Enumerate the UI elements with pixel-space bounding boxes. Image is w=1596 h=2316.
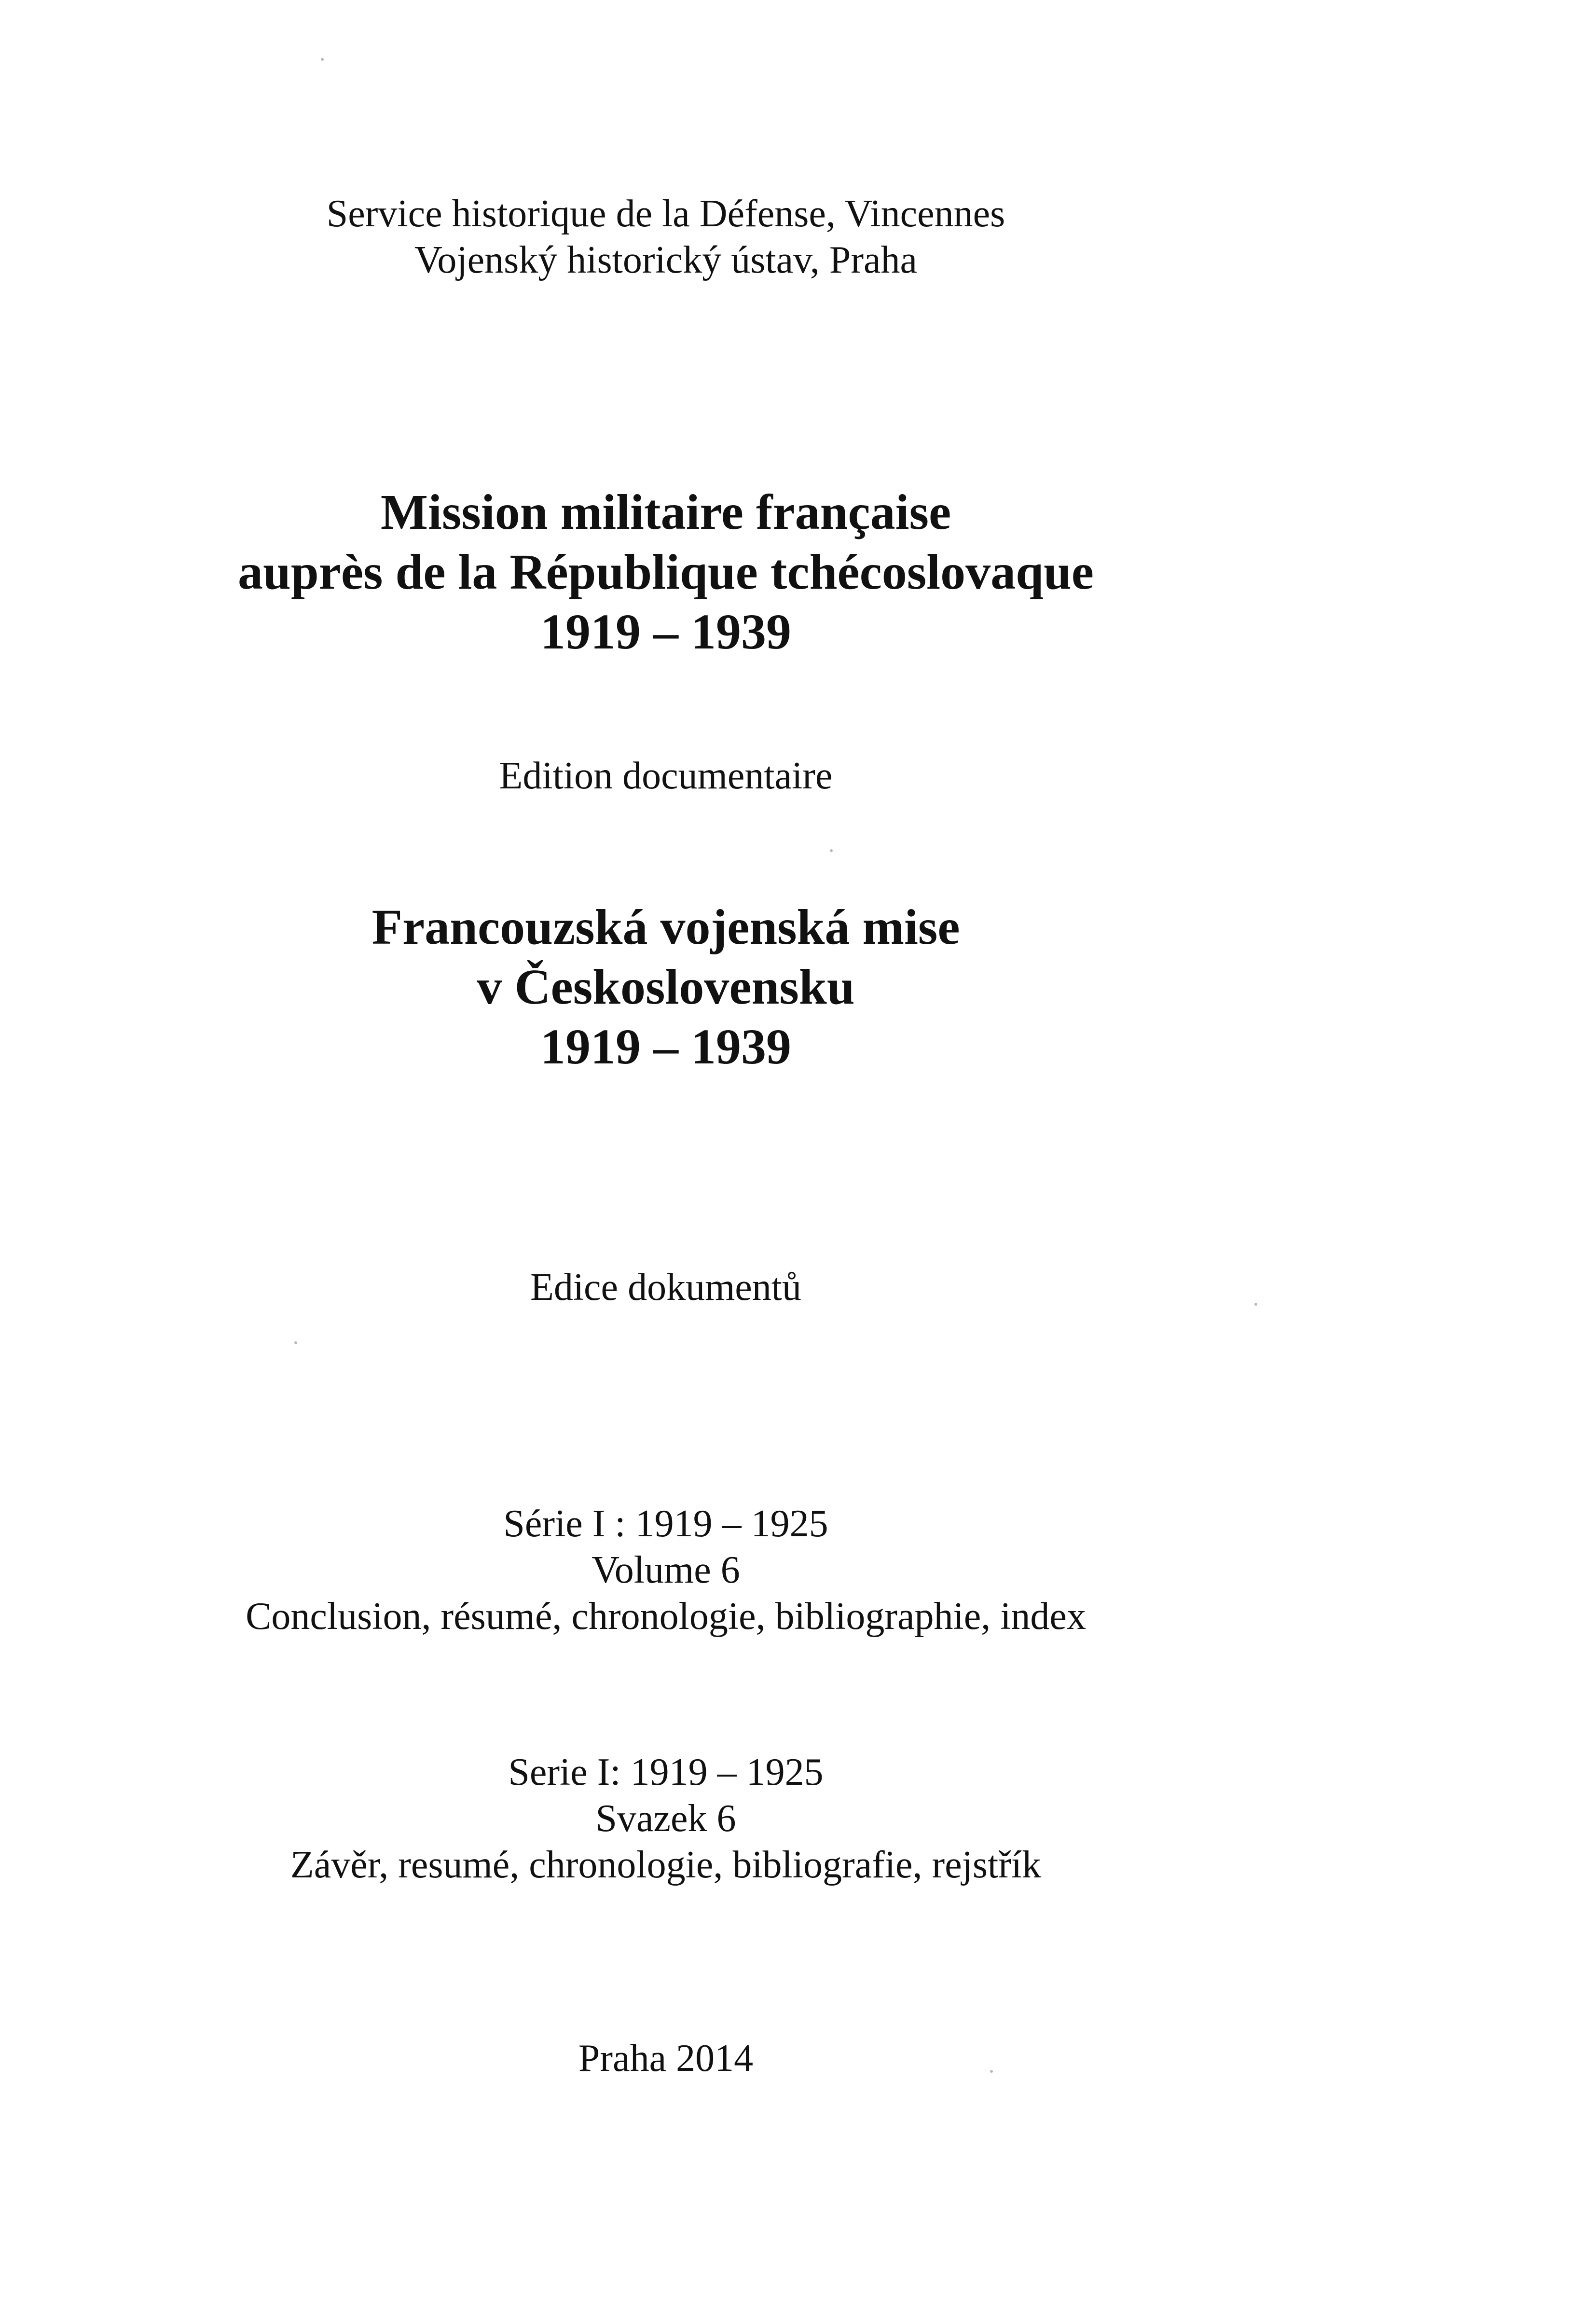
- czech-subtitle-block: [0, 1264, 1332, 1310]
- french-series-line: Série I : 1919 – 1925: [503, 1503, 828, 1545]
- scan-speck: [1254, 1303, 1257, 1306]
- french-subtitle-block: [0, 753, 1332, 799]
- czech-contents-line: Závěr, resumé, chronologie, bibliografie, rejstřík: [290, 1844, 1042, 1886]
- czech-volume-line: Svazek 6: [595, 1797, 736, 1840]
- czech-title-years: 1919 – 1939: [540, 1019, 791, 1075]
- imprint-block: [0, 2035, 1332, 2082]
- institution-line-2: Vojenský historický ústav, Praha: [414, 239, 918, 281]
- french-contents-line: Conclusion, résumé, chronologie, bibliographie, index: [246, 1595, 1086, 1638]
- scan-speck: [321, 58, 324, 61]
- czech-title-block: [0, 897, 1332, 1077]
- french-title-years: 1919 – 1939: [540, 604, 791, 660]
- czech-title-line-2: v Československu: [477, 959, 855, 1015]
- institution-line-1: Service historique de la Défense, Vincennes: [326, 193, 1005, 235]
- czech-title-line-1: Francouzská vojenská mise: [371, 899, 960, 955]
- french-title-line-2: auprès de la République tchécoslovaque: [238, 544, 1094, 600]
- french-subtitle: Edition documentaire: [499, 755, 833, 797]
- czech-series-block: [0, 1749, 1332, 1888]
- french-volume-line: Volume 6: [592, 1549, 740, 1591]
- czech-series-line: Serie I: 1919 – 1925: [508, 1751, 824, 1793]
- czech-subtitle: Edice dokumentů: [530, 1266, 802, 1309]
- french-series-block: [0, 1501, 1332, 1640]
- scan-speck: [294, 1341, 297, 1344]
- imprint-line: Praha 2014: [578, 2037, 754, 2080]
- scan-speck: [990, 2070, 993, 2073]
- institutions-block: [0, 191, 1332, 283]
- scan-speck: [830, 849, 833, 852]
- french-title-block: [0, 482, 1332, 662]
- french-title-line-1: Mission militaire française: [380, 484, 951, 540]
